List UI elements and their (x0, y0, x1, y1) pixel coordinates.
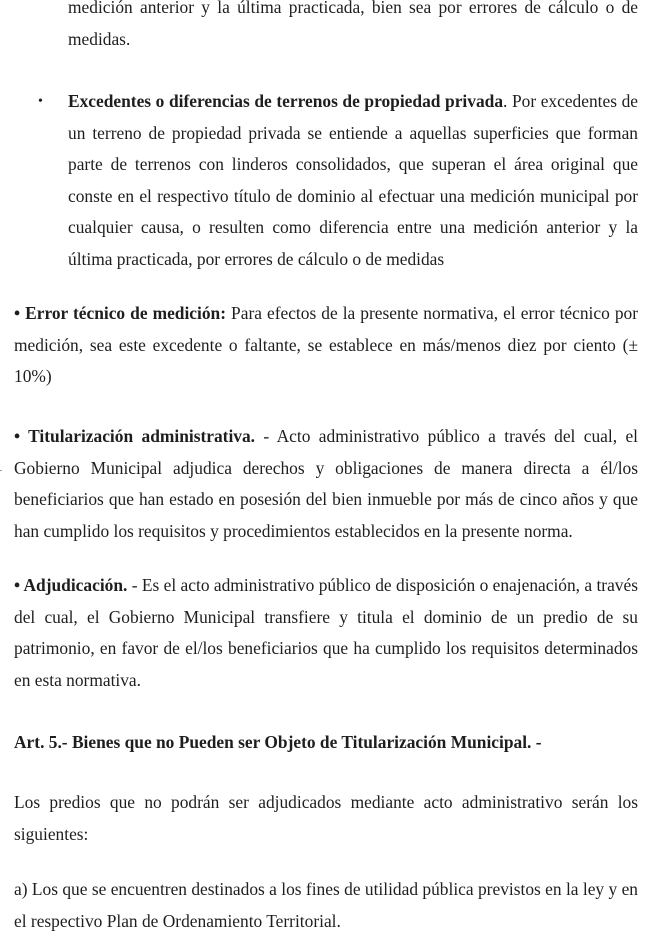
paragraph-text: - Acto administrativo público a través del cual, el Gobierno Municipal adjudica derechos y obligaciones de manera directa a él/los beneficiarios que han estado en posesión del bien inmueble por más de cinco años y que han cumplido los requisitos y procedimientos establecidos en la presente norma. (14, 426, 638, 541)
paragraph-titularizacion (14, 421, 638, 547)
scan-artifact (0, 470, 2, 471)
paragraph-text: medición anterior y la última practicada, bien sea por errores de cálculo o de medidas. (68, 0, 638, 49)
article-heading-text: Art. 5.- Bienes que no Pueden ser Objeto de Titularización Municipal. - (14, 732, 542, 752)
paragraph-continuation (68, 0, 638, 55)
paragraph-error-tecnico (14, 298, 638, 393)
term-titularizacion: • Titularización administrativa. (14, 426, 256, 446)
paragraph-text: Para efectos de la presente normativa, el error técnico por medición, sea este excedente o faltante, se establece en más/menos diez por ciento (± 10%) (14, 303, 638, 386)
paragraph-predios (14, 787, 638, 850)
paragraph-text: Los predios que no podrán ser adjudicados mediante acto administrativo serán los siguientes: (14, 792, 638, 844)
paragraph-adjudicacion (14, 570, 638, 696)
term-error-tecnico: • Error técnico de medición: (14, 303, 227, 323)
term-adjudicacion: • Adjudicación. (14, 575, 128, 595)
paragraph-text: - Es el acto administrativo público de disposición o enajenación, a través del cual, el Gobierno Municipal transfiere y titula el dominio de un predio de su patrimonio, en favor de el/los beneficiarios que ha cumplido los requisitos determinados en esta normativa. (14, 575, 638, 690)
term-excedentes: Excedentes o diferencias de terrenos de propiedad privada (68, 91, 504, 111)
list-item-a (14, 874, 638, 937)
bullet-icon: • (38, 94, 43, 109)
paragraph-excedentes (68, 86, 638, 275)
article-heading (14, 727, 638, 759)
paragraph-text: a) Los que se encuentren destinados a los fines de utilidad pública previstos en la ley y en el respectivo Plan de Ordenamiento Territorial. (14, 879, 638, 931)
paragraph-text: . Por excedentes de un terreno de propiedad privada se entiende a aquellas superficies que forman parte de terrenos con linderos consolidados, que superan el área original que conste en el respectivo título de dominio al efectuar una medición municipal por cualquier causa, o resulten como diferencia entre una medición anterior y la última practicada, por errores de cálculo o de medidas (68, 91, 638, 269)
